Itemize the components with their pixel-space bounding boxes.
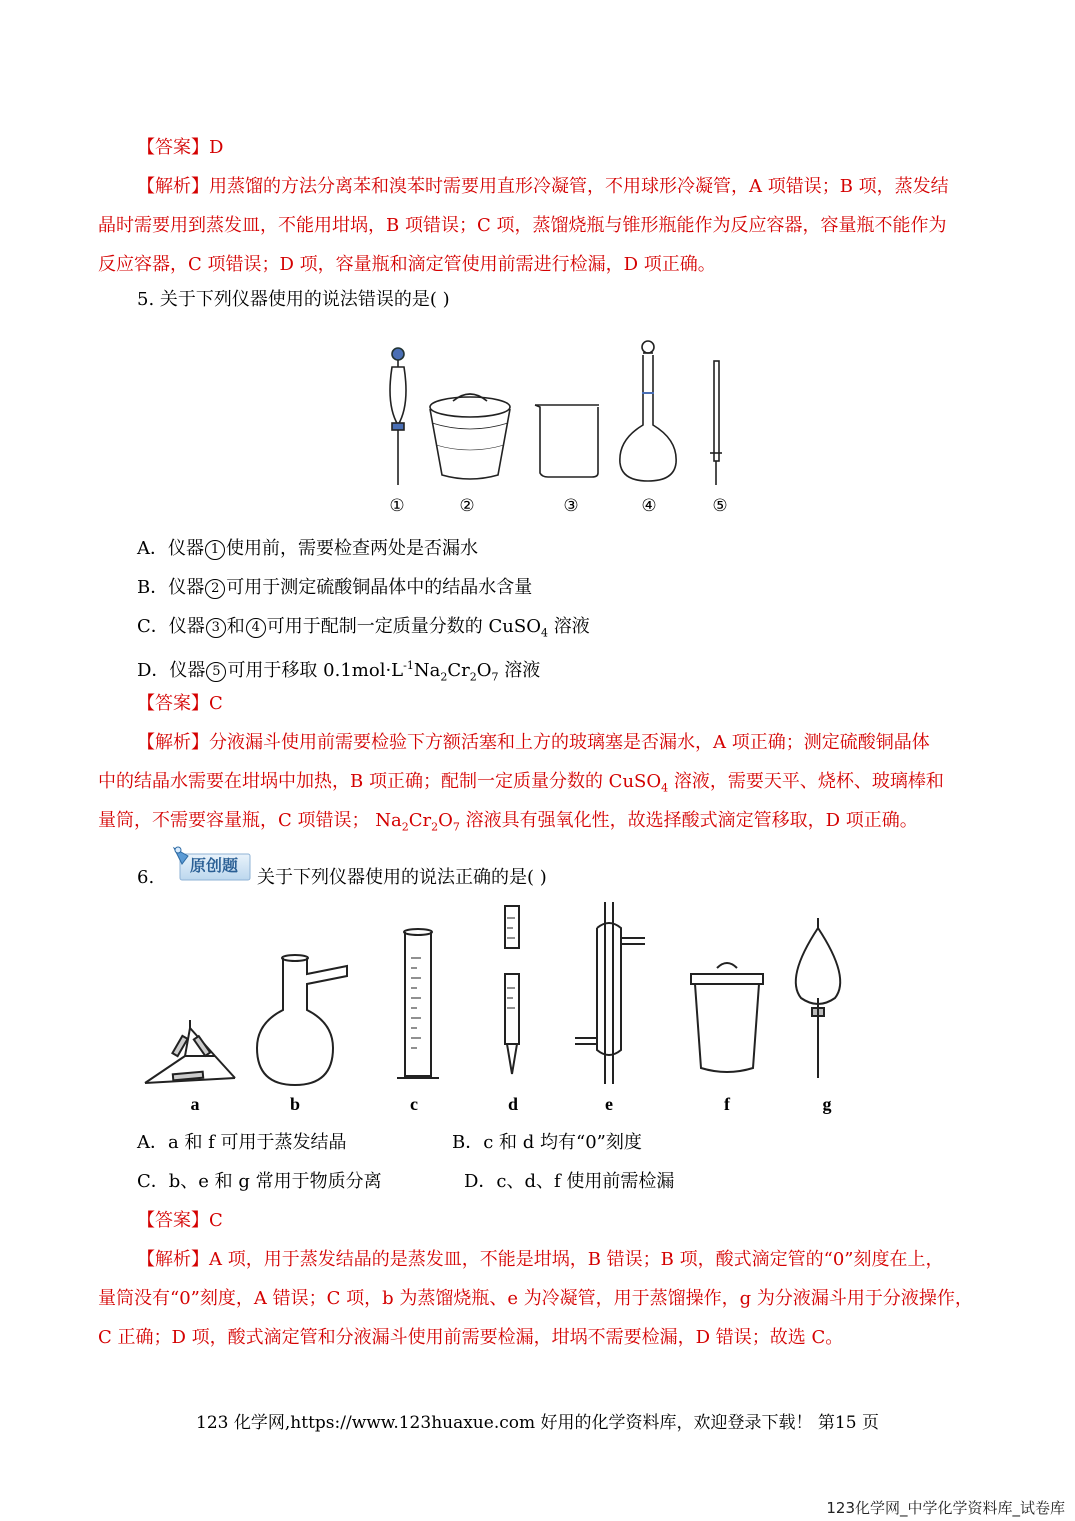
q6-label-d: d — [507, 1094, 518, 1114]
q5-analysis-text-1: 分液漏斗使用前需要检验下方额活塞和上方的玻璃塞是否漏水，A 项正确；测定硫酸铜晶体 — [209, 732, 930, 753]
q5-analysis-line-2 — [98, 770, 944, 801]
q6-option-b: B．c 和 d 均有“0”刻度 — [452, 1132, 642, 1153]
clay-triangle-icon — [145, 1020, 235, 1083]
q4-analysis-line-1 — [137, 175, 949, 199]
q5-option-d — [137, 654, 540, 690]
q5-option-c-prefix: C．仪器 — [137, 616, 205, 637]
q5-figure — [370, 335, 750, 495]
separatory-funnel-icon — [796, 918, 840, 1078]
subscript: 2 — [440, 670, 448, 684]
circled-number: 2 — [205, 579, 225, 599]
formula-part: O — [438, 810, 453, 831]
q5-option-b — [137, 576, 532, 600]
q5-answer-label: 【答案】 — [137, 693, 209, 714]
q5-label-4: ④ — [641, 496, 657, 516]
q5-option-d-tail: 溶液 — [498, 660, 541, 681]
q5-stem: 5. 关于下列仪器使用的说法错误的是( ) — [137, 289, 450, 310]
q6-badge-text: 原创题 — [190, 856, 239, 875]
q4-analysis-line-3: 反应容器，C 项错误；D 项，容量瓶和滴定管使用前需进行检漏，D 项正确。 — [98, 254, 716, 275]
q5-analysis-text-3a: 量筒，不需要容量瓶，C 项错误； Na — [98, 810, 402, 831]
q5-analysis-line-3 — [98, 809, 918, 840]
q6-analysis-text-1: A 项，用于蒸发结晶的是蒸发皿，不能是坩埚，B 错误；B 项，酸式滴定管的“0”刻度在上， — [209, 1249, 944, 1270]
q5-option-c-tail: 溶液 — [547, 616, 590, 637]
q5-option-a — [137, 537, 478, 561]
q6-answer-label: 【答案】 — [137, 1210, 209, 1231]
circled-number: 1 — [205, 540, 225, 560]
subscript: 4 — [540, 626, 548, 640]
formula-part: Cr — [408, 810, 432, 831]
q5-answer — [137, 692, 223, 716]
q6-label-e: e — [605, 1094, 613, 1114]
q5-option-a-prefix: A．仪器 — [137, 538, 204, 559]
q6-option-a: A．a 和 f 可用于蒸发结晶 — [137, 1132, 347, 1153]
q5-option-d-text: 可用于移取 0.1mol·L — [227, 660, 404, 681]
graduated-cylinder-icon — [397, 929, 439, 1078]
formula-part: O — [476, 660, 492, 681]
q4-analysis-text-1: 用蒸馏的方法分离苯和溴苯时需要用直形冷凝管，不用球形冷凝管，A 项错误；B 项，蒸发结 — [209, 176, 949, 197]
subscript: 7 — [491, 670, 499, 684]
q6-label-a: a — [190, 1094, 200, 1114]
circled-number: 5 — [206, 662, 226, 682]
q4-analysis-line-2: 晶时需要用到蒸发皿，不能用坩埚，B 项错误；C 项，蒸馏烧瓶与锥形瓶能作为反应容器，容量瓶不能作为 — [98, 215, 947, 236]
formula-part: Na — [413, 660, 441, 681]
circled-number: 4 — [246, 618, 266, 638]
q5-analysis-text-3b: 溶液具有强氧化性，故选择酸式滴定管移取，D 项正确。 — [459, 810, 918, 831]
q6-number: 6. — [137, 867, 155, 888]
q5-label-5: ⑤ — [712, 496, 728, 516]
formula-part: Cr — [447, 660, 470, 681]
q5-option-d-prefix: D．仪器 — [137, 660, 206, 681]
burette-icon — [505, 906, 519, 1074]
q6-stem: 关于下列仪器使用的说法正确的是( ) — [257, 867, 547, 888]
q4-answer-value: D — [209, 137, 224, 158]
q6-analysis-line-3: C 正确；D 项，酸式滴定管和分液漏斗使用前需要检漏，坩埚不需要检漏，D 错误；故选 C。 — [98, 1327, 844, 1348]
watermark: 123化学网_中学化学资料库_试卷库 — [826, 1499, 1065, 1517]
subscript: 2 — [469, 670, 477, 684]
q6-label-c: c — [410, 1094, 418, 1114]
burette-icon — [710, 361, 722, 485]
q5-analysis-line-1 — [137, 731, 930, 755]
crucible-icon — [430, 394, 510, 479]
q5-answer-value: C — [209, 693, 223, 714]
superscript: -1 — [403, 659, 414, 672]
q6-figure — [135, 898, 855, 1088]
q5-option-c — [137, 615, 590, 646]
q4-answer-label: 【答案】 — [137, 137, 209, 158]
q6-label-b: b — [289, 1094, 300, 1114]
q6-option-d: D．c、d、f 使用前需检漏 — [464, 1171, 675, 1192]
separatory-funnel-icon — [390, 348, 406, 485]
q6-label-f: f — [724, 1094, 730, 1114]
crucible-icon — [691, 963, 763, 1072]
q5-option-c-text: 可用于配制一定质量分数的 CuSO — [266, 616, 541, 637]
q5-analysis-text-2b: 溶液，需要天平、烧杯、玻璃棒和 — [668, 771, 944, 792]
q6-analysis-line-2: 量筒没有“0”刻度，A 错误；C 项，b 为蒸馏烧瓶、e 为冷凝管，用于蒸馏操作，g 为分液漏斗用于分液操作， — [98, 1288, 973, 1309]
q6-analysis-label: 【解析】 — [137, 1249, 209, 1270]
distilling-flask-icon — [257, 955, 347, 1085]
q5-option-b-text: 可用于测定硫酸铜晶体中的结晶水含量 — [226, 577, 533, 598]
subscript: 4 — [661, 781, 669, 795]
q5-analysis-label: 【解析】 — [137, 732, 209, 753]
q5-analysis-text-2a: 中的结晶水需要在坩埚中加热，B 项正确；配制一定质量分数的 CuSO — [98, 771, 662, 792]
q6-answer-value: C — [209, 1210, 223, 1231]
q5-option-c-mid: 和 — [226, 616, 245, 637]
subscript: 7 — [452, 820, 460, 834]
q4-analysis-label: 【解析】 — [137, 176, 209, 197]
volumetric-flask-icon — [620, 341, 676, 481]
beaker-icon — [535, 405, 599, 477]
q5-label-2: ② — [459, 496, 475, 516]
q5-label-3: ③ — [563, 496, 579, 516]
q6-label-g: g — [822, 1094, 832, 1114]
subscript: 2 — [431, 820, 439, 834]
condenser-icon — [575, 902, 645, 1084]
q4-answer — [137, 136, 223, 160]
q5-option-a-text: 使用前，需要检查两处是否漏水 — [226, 538, 478, 559]
page-footer: 123 化学网,https://www.123huaxue.com 好用的化学资料库，欢迎登录下载！ 第15 页 — [196, 1413, 879, 1433]
subscript: 2 — [401, 820, 409, 834]
q6-analysis-line-1 — [137, 1248, 943, 1272]
q5-label-1: ① — [389, 496, 405, 516]
q5-option-b-prefix: B．仪器 — [137, 577, 205, 598]
q6-answer — [137, 1209, 223, 1233]
circled-number: 3 — [206, 618, 226, 638]
q6-option-c: C．b、e 和 g 常用于物质分离 — [137, 1171, 382, 1192]
